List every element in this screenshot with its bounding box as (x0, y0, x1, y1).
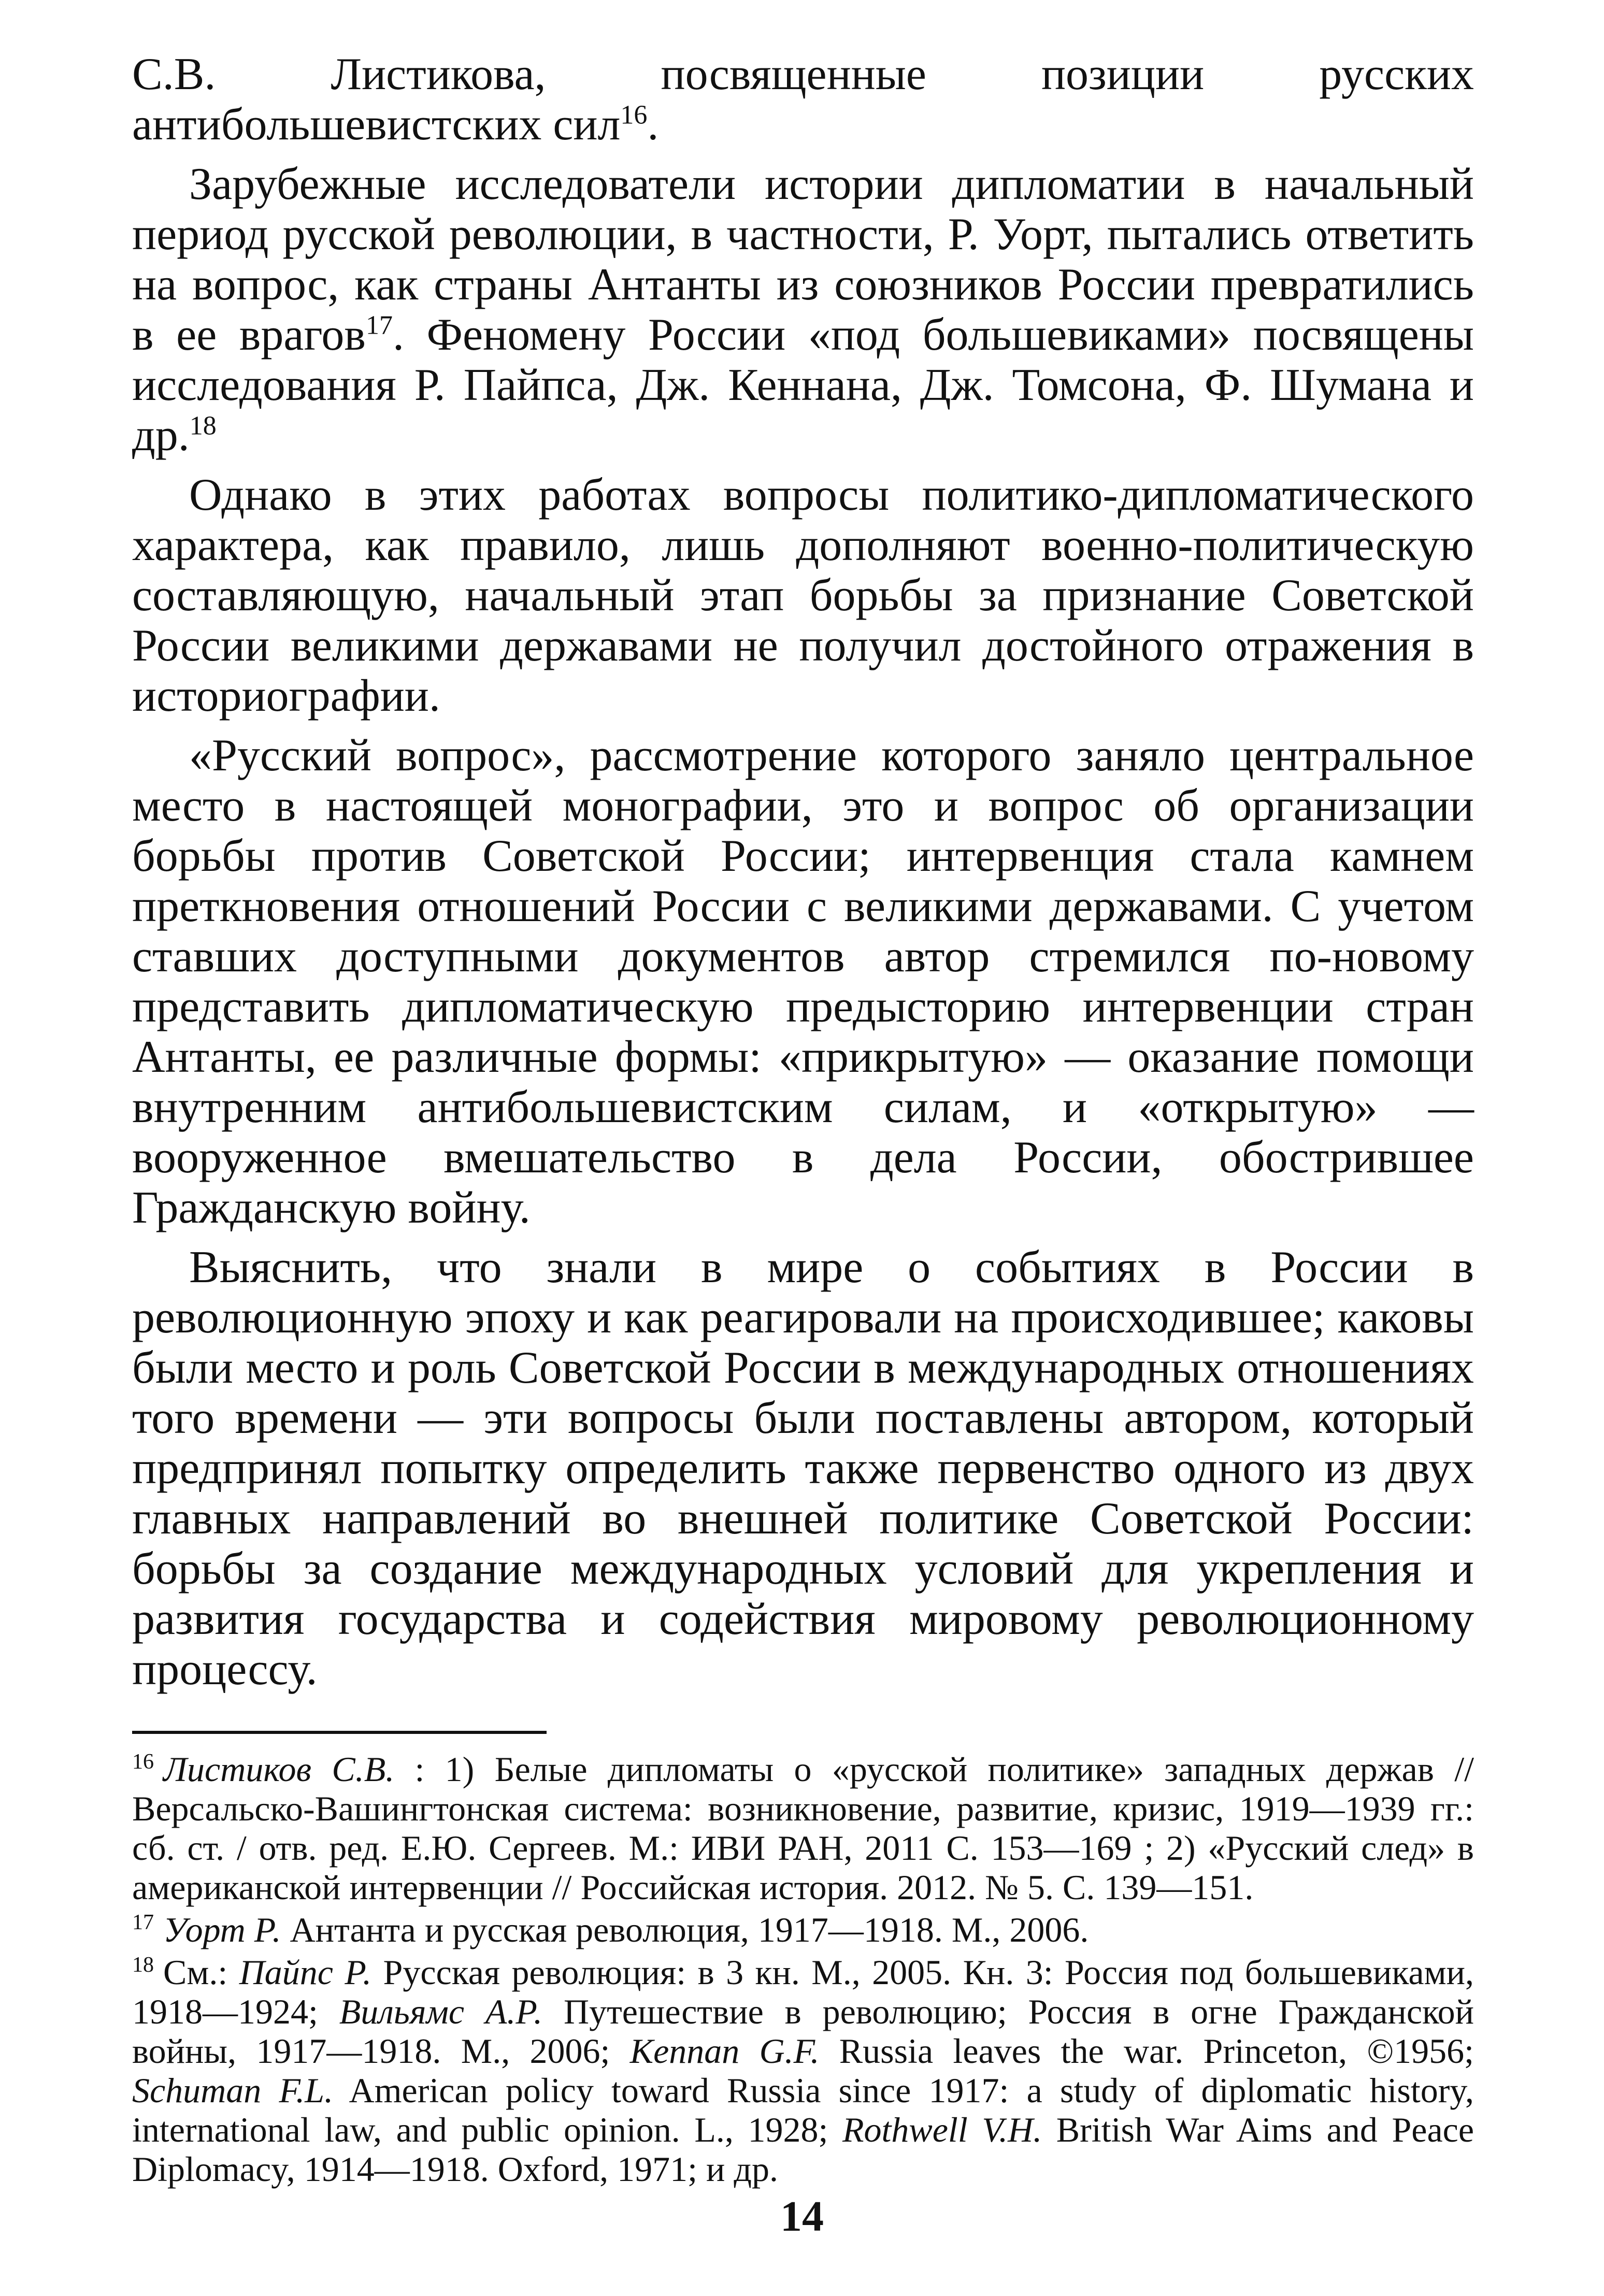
footnote-author: Schuman F.L. (132, 2071, 334, 2110)
footnote-number: 16 (132, 1750, 154, 1774)
footnote-number: 18 (132, 1953, 154, 1977)
footnote-citation: American policy toward Russia since 1917: a study of diplomatic history, international law, and public opinion. L., 1928; (132, 2071, 1474, 2149)
footnote-ref-16[interactable]: 16 (620, 100, 648, 130)
footnote-ref-17[interactable]: 17 (365, 310, 393, 340)
footnotes (132, 1749, 1474, 2189)
footnote-citation: Russia leaves the war. Princeton, ©1956; (819, 2031, 1474, 2071)
paragraph-text: Зарубежные исследователи истории дипломатии в начальный период русской революции, в частности, Р. Уорт, пытались ответить на вопрос, как страны Антанты из союзников России превратились в ее врагов (132, 159, 1474, 360)
footnote-author: Листиков С.В. (163, 1749, 395, 1789)
paragraph-foreign-researchers (132, 159, 1474, 461)
paragraph-tail: . (647, 99, 659, 150)
footnote-author: Вильямс А.Р. (339, 1992, 543, 2031)
footnote-17 (132, 1910, 1474, 1949)
footnote-citation: Русская революция: в 3 кн. М., 2005. Кн. 3: Россия под большевиками, 1918—1924; (132, 1953, 1474, 2031)
footnote-16 (132, 1749, 1474, 1907)
paragraph-continuation (132, 49, 1474, 150)
paragraph-text: . Феномену России «под большевиками» посвящены исследования Р. Пайпса, Дж. Кеннана, Дж. Томсона, Ф. Шумана и др. (132, 310, 1474, 461)
footnote-divider (132, 1731, 547, 1734)
footnote-citation: Антанта и русская революция, 1917—1918. М., 2006. (281, 1910, 1089, 1949)
footnote-ref-18[interactable]: 18 (189, 411, 217, 441)
main-text (132, 49, 1474, 1695)
footnote-citation: : 1) Белые дипломаты о «русской политике» западных держав // Версальско-Вашингтонская система: возникновение, развитие, кризис, 1919—1939 гг.: сб. ст. / отв. ред. Е.Ю. Сергеев. М.: ИВИ РАН, 2011 С. 153—169 ; 2) «Русский след» в американской интервенции // Российская история. 2012. № 5. С. 139—151. (132, 1749, 1474, 1907)
paragraph-historiography: Однако в этих работах вопросы политико-дипломатического характера, как правило, лишь дополняют военно-политическую составляющую, начальный этап борьбы за признание Советской России великими державами не получил достойного отражения в историографии. (132, 470, 1474, 721)
footnote-citation: Путешествие в революцию; Россия в огне Гражданской войны, 1917—1918. М., 2006; (132, 1992, 1474, 2071)
paragraph-text: С.В. Листикова, посвященные позиции русских антибольшевистских сил (132, 49, 1474, 150)
footnote-text (132, 1749, 1474, 1907)
footnote-citation: См.: (163, 1953, 239, 1992)
footnote-author: Rothwell V.H. (842, 2110, 1042, 2149)
footnote-number: 17 (132, 1911, 154, 1935)
paragraph-research-goals: Выяснить, что знали в мире о событиях в России в революционную эпоху и как реагировали на происходившее; каковы были место и роль Советской России в международных отношениях того времени — эти вопросы были поставлены автором, который предпринял попытку определить также первенство одного из двух главных направлений во внешней политике Советской России: борьбы за создание международных условий для укрепления и развития государства и содействия мировому революционному процессу. (132, 1242, 1474, 1695)
footnote-text (163, 1910, 1089, 1949)
paragraph-russian-question: «Русский вопрос», рассмотрение которого заняло центральное место в настоящей монографии, это и вопрос об организации борьбы против Советской России; интервенция стала камнем преткновения отношений России с великими державами. С учетом ставших доступными документов автор стремился по-новому представить дипломатическую предысторию интервенции стран Антанты, ее различные формы: «прикрытую» — оказание помощи внутренним антибольшевистским силам, и «открытую» — вооруженное вмешательство в дела России, обострившее Гражданскую войну. (132, 730, 1474, 1233)
footnote-author: Пайпс Р. (239, 1953, 372, 1992)
page-number: 14 (780, 2192, 824, 2241)
book-page (132, 49, 1474, 2192)
footnote-author: Kennan G.F. (629, 2031, 820, 2071)
footnote-text (132, 1953, 1474, 2189)
footnote-author: Уорт Р. (163, 1910, 281, 1949)
footnote-citation: British War Aims and Peace Diplomacy, 1914—1918. Oxford, 1971; и др. (132, 2110, 1474, 2189)
footnote-18 (132, 1953, 1474, 2189)
